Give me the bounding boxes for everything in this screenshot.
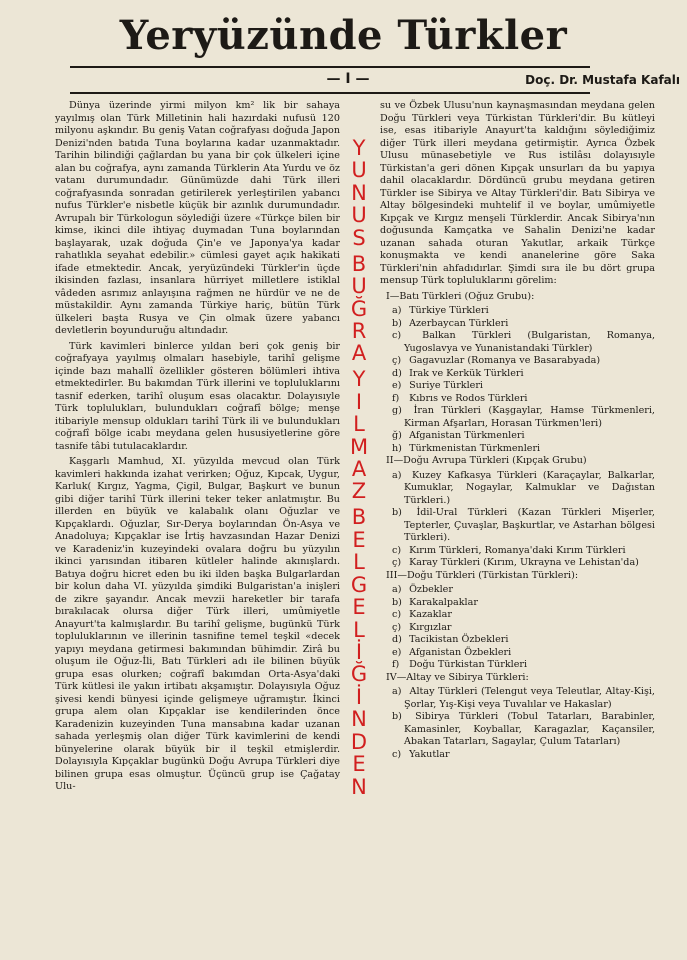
item-text: Türkmenistan Türkmenleri (409, 442, 541, 454)
list-item (380, 355, 655, 368)
list-item (380, 686, 655, 711)
title-rule-bottom (70, 92, 590, 94)
article-title: Yeryüzünde Türkler (119, 12, 568, 59)
list-item (380, 330, 655, 355)
list-item (380, 318, 655, 331)
list-item (380, 749, 655, 762)
group-items (380, 305, 655, 455)
item-text: Karay Türkleri (Kırım, Ukrayna ve Lehistan'da) (409, 557, 639, 568)
item-text: Balkan Türkleri (Bulgaristan, Romanya, Yugoslavya ve Yunanistandaki Türkler) (404, 330, 655, 354)
watermark-letter: M (349, 434, 369, 459)
item-marker: b) (392, 596, 402, 608)
watermark-letter: R (351, 318, 367, 343)
turk-groups-list (380, 291, 655, 762)
item-marker: ç) (392, 355, 402, 366)
watermark-letter: U (351, 158, 367, 183)
item-text: Gagavuzlar (Romanya ve Basarabyada) (409, 355, 601, 366)
list-item (380, 634, 655, 647)
item-text: Azerbaycan Türkleri (409, 317, 509, 329)
watermark-letter: G (350, 572, 368, 597)
group-title: II—Doğu Avrupa Türkleri (Kıpçak Grubu) (386, 455, 587, 466)
item-marker: a) (392, 469, 402, 481)
list-item (380, 380, 655, 393)
red-vertical-watermark (347, 138, 371, 798)
item-marker: c) (392, 330, 402, 341)
item-text: Suriye Türkleri (409, 380, 483, 391)
list-item (380, 557, 655, 570)
paragraph: Kaşgarlı Mamhud, XI. yüzyılda mevcud olan Türk kavimleri hakkında izahat verirken; Oğuz, Kıpcak, Uygur, Karluk( Kırgız, Yagma, Çigil, Bulgar, Başkurt ve bunun gibi diğer tarihî Türk illerini teker teker anlatmıştır. Bu illerden en büyük ve kalabalık olanı Oğuzlar ve Kıpçaklardı. Oğuzlar, Sır-Derya boylarından Ön-Asya ve Anadoluya; Kıpçaklar ise İrtiş havzasından Hazar Denizi ve Karadeniz'in kuzeyindeki ovalara doğru bu yüzyılın ikinci yarısından itibaren kütleler halinde akınışlardı. Batıya doğru hicret eden bu iki ilden başka Bulgarlardan bir kolun daha VI. yüzyılda şimdiki Bulgaristan'a inişleri de zikre şayandır. Ancak mevzii hareketler bir tarafa bırakılacak olursa diğer Türk illeri, umûmiyetle Anayurt'ta kalmışlardır. Bu tarihî gelişme, bugünkü Türk topluluklarının ve illerinin tasnifine temel teşkil «decek yapıyı meydana getirmesi bakımından bühimdir. Zirâ bu oluşum ile Oğuz-İli, Batı Türkleri adı ile bilinen büyük grupa esas olurken; coğrafî bakımdan Orta-Asya'daki Türk kütlesi ile yakın irtibatı akşamıştır. Dolayısıyla Oğuz şivesi kendi bünyesi içinde gelişmeye uğramıştır. İkinci grupa alem olan Kıpçaklar ise kendilerinden önce Karadenizin kuzeyinden Tuna mansabına kadar uzanan sahada yerleşmiş olan diğer Türk kavimlerini de kendi bünyelerine olarak büyük bir il teşkil etmişlerdir. Dolayısıyla Kıpçaklar bugünkü Doğu Avrupa Türkleri diye bilinen grupa esas olmuştur. Üçüncü grup ise Çağatay Ulu- (55, 456, 340, 792)
watermark-letter: N (351, 707, 367, 732)
author-byline: Doç. Dr. Mustafa Kafalı (525, 73, 680, 87)
paragraph: Türk kavimleri binlerce yıldan beri çok geniş bir coğrafyaya yayılmış olmaları hasebiyle, tarihî gelişme içinde bazı mahallî özellikler gösteren bölümleri ihtiva etmektedirler. Bu bakımdan Türk illerini ve topluluklarını tasnif ederken, tarihî oluşum esas olacaktır. Dolayısıyle Türk toplulukları, bulundukları coğrafî bölge; menşe itibariyle mensup oldukları tarihî Türk ili ve bulundukları coğrafî bölge icabı meydana gelen hususiyetlerine göre tasnife tâbi tutulacaklardır. (55, 340, 340, 452)
item-marker: c) (392, 544, 402, 556)
item-marker: h) (392, 442, 402, 454)
watermark-letter: Y (352, 136, 366, 160)
list-item (380, 470, 655, 508)
item-marker: c) (392, 748, 402, 760)
list-item (380, 443, 655, 456)
watermark-letter: B (351, 251, 367, 276)
watermark-letter: Ğ (350, 662, 368, 687)
list-item (380, 368, 655, 381)
item-text: İran Türkleri (Kaşgaylar, Hamse Türkmenleri, Kirman Afşarları, Horasan Türkmen'leri) (404, 405, 655, 429)
list-item (380, 584, 655, 597)
part-number: — I — (326, 71, 370, 87)
right-column (380, 100, 655, 761)
watermark-letter: A (351, 341, 367, 366)
item-text: Sibirya Türkleri (Tobul Tatarları, Barabinler, Kamasinler, Koyballar, Karagazlar, Kaçansiler, Abakan Tatarları, Sagaylar, Çulum Tatarları) (404, 711, 655, 747)
paragraph: su ve Özbek Ulusu'nun kaynaşmasından meydana gelen Doğu Türkleri veya Türkistan Türkleri'dir. Bu kütleyi ise, esas itibariyle Anayurt'ta kaldığını söylediğimiz diğer Türk illeri meydana getirmiştir. Ayrıca Özbek Ulusu münasebetiyle ve Rus istilâsı dolayısıyle Türkistan'a geri dönen Kıpçak unsurları da bu yapıya dahil olacaklardır. Dördüncü grubu meydana getiren Türkler ise Sibirya ve Altay Türkleri'dir. Batı Sibirya ve Altay bölgesindeki muhtelif il ve boylar, umûmiyetle Kıpçak ve Kırgız menşeli Türklerdir. Ancak Sibirya'nın doğusunda Kamçatka ve Sahalin Denizi'ne kadar uzanan sahada oturan Yakutlar, arkaik Türkçe konuşmakta ve kendi ananelerine göre Saka Türkleri'nin ahfadıdırlar. Şimdi sıra ile bu dört grupa mensup Türk topluluklarını görelim: (380, 100, 655, 286)
item-text: Altay Türkleri (Telengut veya Teleutlar, Altay-Kişi, Şorlar, Yış-Kişi veya Tuvalılar ve Hakaslar) (404, 686, 655, 710)
item-text: Doğu Türkistan Türkleri (409, 659, 528, 670)
watermark-letter: L (353, 617, 365, 642)
item-marker: a) (392, 584, 402, 595)
watermark-letter: L (353, 412, 365, 437)
watermark-letter: E (352, 752, 366, 777)
item-text: Kırım Türkleri, Romanya'daki Kırım Türkleri (409, 544, 626, 556)
watermark-letter: İ (355, 639, 363, 664)
watermark-letter: Z (351, 479, 367, 504)
list-item (380, 305, 655, 318)
item-marker: e) (392, 380, 402, 391)
item-text: Özbekler (409, 584, 453, 595)
item-text: Kırgızlar (409, 621, 452, 633)
watermark-letter: N (351, 180, 367, 205)
list-item (380, 647, 655, 660)
list-item (380, 659, 655, 672)
item-marker: a) (392, 686, 402, 697)
group-title: IV—Altay ve Sibirya Türkleri: (386, 671, 529, 683)
item-marker: b) (392, 711, 402, 722)
item-text: Afganistan Türkmenleri (409, 430, 525, 441)
watermark-letter: Y (352, 367, 366, 392)
item-text: Kıbrıs ve Rodos Türkleri (409, 392, 528, 404)
item-text: Karakalpaklar (409, 596, 478, 608)
list-item (380, 507, 655, 545)
watermark-letter: S (352, 225, 366, 250)
list-item (380, 711, 655, 749)
group-items (380, 584, 655, 672)
item-marker: e) (392, 646, 402, 658)
list-item (380, 430, 655, 443)
item-text: Yakutlar (409, 748, 450, 760)
item-text: Türkiye Türkleri (409, 305, 489, 316)
watermark-letter: E (352, 595, 366, 620)
list-item (380, 609, 655, 622)
watermark-letter: I (355, 389, 363, 414)
item-text: Kazaklar (409, 609, 452, 620)
group-items (380, 470, 655, 570)
group-title: III—Doğu Türkleri (Türkistan Türkleri): (386, 569, 579, 581)
watermark-letter: A (351, 457, 367, 481)
item-text: Afganistan Özbekleri (409, 646, 512, 658)
item-text: Kuzey Kafkasya Türkleri (Karaçaylar, Balkarlar, Kumuklar, Nogaylar, Kalmuklar ve Dağıstan Türkleri.) (404, 469, 655, 506)
item-text: Irak ve Kerkük Türkleri (409, 367, 524, 379)
item-marker: ç) (392, 557, 402, 568)
watermark-letter: U (351, 203, 367, 228)
left-column (55, 100, 340, 797)
item-text: İdil-Ural Türkleri (Kazan Türkleri Mişerler, Tepterler, Çuvaşlar, Başkurtlar, ve Astarhan bölgesi Türkleri). (404, 507, 655, 543)
paragraph: Dünya üzerinde yirmi milyon km² lik bir sahaya yayılmış olan Türk Milletinin hali hazırdaki nufusü 120 milyonu aşkındır. Bu geniş Vatan coğrafyası doğuda Japon Denizi'nden batıda Tuna boylarına kadar uzanmaktadır. Tarihin bilindiği çağlardan bu yana bir çok ülkeleri içine alan bu coğrafya, aynı zamanda Türklerin Ata Yurdu ve öz vatanı durumundadır. Günümüzde dahi Türk illeri coğrafyasında sonradan getirilerek yerleştirilen yabancı nufus Türkler'e nisbetle küçük bir azınlık durumundadır. Avrupalı bir Türkologun söylediği üzere «Türkçe bilen bir kimse, ikinci dile ihtiyaç duymadan Tuna boylarından başlayarak, uzak doğuda Çin'e ve Japonya'ya kadar rahatlıkla seyahat edebilir.» cümlesi gayet açık hakikati ifade etmektedir. Ancak, yeryüzündeki Türkler'in üçde ikisinden fazlası, insanlara hürriyet milletlere istiklal vâdeden asrımız anlayışına rağmen ne hürdür ve ne de müstakildir. Aynı zamanda Türkiye hariç, bütün Türk ülkeleri başta Rusya ve Çin olmak üzere yabancı devletlerin boyunduruğu altındadır. (55, 100, 340, 336)
item-marker: c) (392, 609, 402, 620)
watermark-letter: D (350, 729, 368, 754)
list-item (380, 545, 655, 558)
group-title: I—Batı Türkleri (Oğuz Grubu): (386, 290, 535, 302)
item-marker: b) (392, 507, 402, 518)
item-marker: d) (392, 367, 402, 379)
item-marker: b) (392, 317, 402, 329)
item-marker: f) (392, 659, 400, 670)
item-marker: a) (392, 305, 402, 316)
item-text: Tacikistan Özbekleri (409, 634, 509, 645)
watermark-letter: Ğ (350, 296, 368, 321)
list-item (380, 405, 655, 430)
watermark-letter: N (351, 774, 367, 799)
item-marker: ç) (392, 621, 402, 633)
watermark-letter: E (352, 527, 366, 552)
list-item (380, 597, 655, 610)
watermark-letter: U (351, 274, 367, 299)
item-marker: d) (392, 634, 402, 645)
watermark-letter: B (351, 505, 367, 530)
watermark-letter: L (353, 550, 365, 575)
group-items (380, 686, 655, 761)
list-item (380, 393, 655, 406)
item-marker: g) (392, 405, 402, 416)
list-item (380, 622, 655, 635)
title-rule-top (70, 66, 590, 68)
item-marker: f) (392, 392, 400, 404)
watermark-letter: İ (355, 684, 363, 709)
item-marker: ğ) (392, 430, 402, 441)
